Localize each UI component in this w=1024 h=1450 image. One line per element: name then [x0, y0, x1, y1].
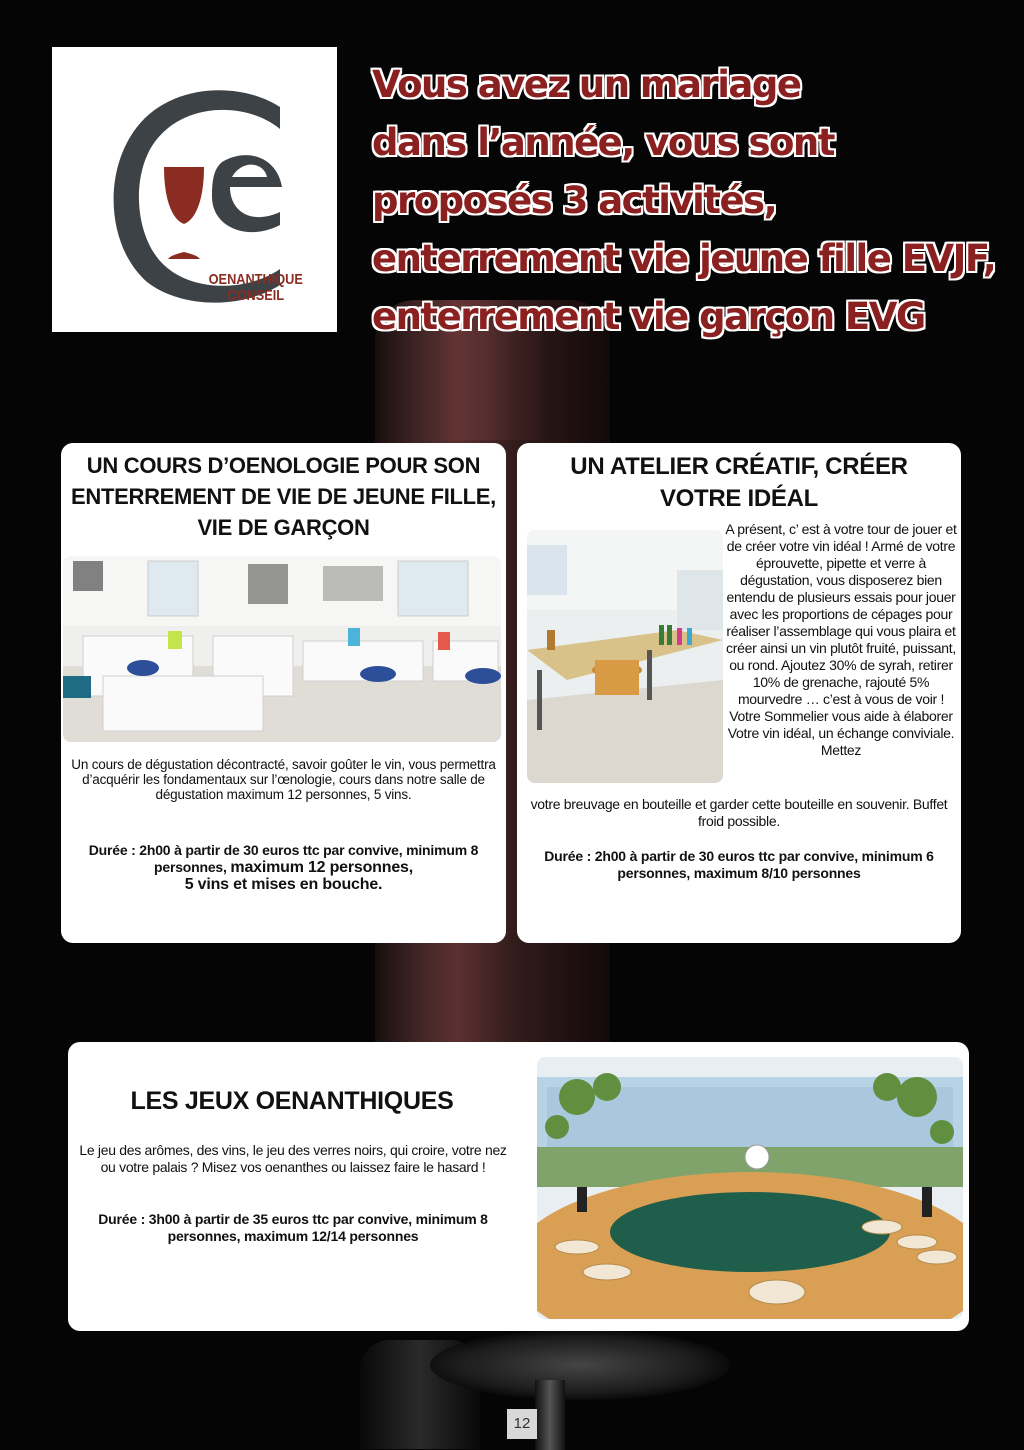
workshop-photo	[527, 530, 723, 783]
duration-part-2: maximum 12 personnes,	[230, 859, 413, 876]
card-title	[517, 451, 961, 515]
card-title-line-3: VIE DE GARÇON	[197, 515, 370, 540]
logo	[52, 47, 337, 332]
oenology-course-card	[61, 443, 506, 943]
games-card	[68, 1042, 969, 1331]
headline-line-3: proposés 3 activités,	[372, 179, 777, 222]
headline-line-4: enterrement vie jeune fille EVJF,	[372, 237, 996, 280]
card-duration	[61, 842, 506, 893]
background-glass-stem	[535, 1380, 565, 1450]
background-glass	[430, 1330, 730, 1400]
tasting-room-photo	[63, 556, 501, 742]
card-body-bottom: votre breuvage en bouteille et garder cette bouteille en souvenir. Buffet froid possible.	[530, 796, 948, 829]
creative-workshop-card	[517, 443, 961, 943]
duration-part-3: 5 vins et mises en bouche.	[184, 876, 383, 893]
card-title-line-1: UN COURS D’OENOLOGIE POUR SON	[86, 453, 481, 478]
headline-line-2: dans l’année, vous sont	[372, 121, 834, 164]
logo-line-2: CONSEIL	[227, 287, 285, 304]
card-duration: Durée : 2h00 à partir de 30 euros ttc par convive, minimum 6 personnes, maximum 8/10 personnes	[544, 848, 934, 881]
game-table-photo	[537, 1057, 963, 1319]
card-title-line-2: ENTERREMENT DE VIE DE JEUNE FILLE,	[71, 484, 496, 509]
logo-line-1: OENANTHIQUE	[208, 271, 303, 288]
headline-line-5: enterrement vie garçon EVG	[372, 295, 925, 338]
card-title-line-1: UN ATELIER CRÉATIF, CRÉER	[570, 453, 908, 480]
wine-glass-icon	[164, 167, 204, 259]
card-body: Le jeu des arômes, des vins, le jeu des verres noirs, qui croire, votre nez ou votre palais ? Misez vos oenanthes ou laissez faire le hasard !	[79, 1142, 507, 1175]
card-title-line-2: VOTRE IDÉAL	[659, 485, 819, 512]
card-body: Un cours de dégustation décontracté, savoir goûter le vin, vous permettra d’acquérir les fondamentaux sur l’œnologie, cours dans notre salle de dégustation maximum 12 personnes, 5 vins.	[71, 757, 496, 802]
card-title	[61, 450, 506, 543]
card-duration: Durée : 3h00 à partir de 35 euros ttc par convive, minimum 8 personnes, maximum 12/14 personnes	[98, 1211, 488, 1244]
page-number: 12	[507, 1409, 537, 1439]
duration-part-1: Durée : 2h00 à partir de 30 euros ttc par convive, minimum 8 personnes,	[88, 842, 479, 875]
logo-text	[192, 272, 320, 304]
card-title: LES JEUX OENANTHIQUES	[130, 1087, 454, 1115]
card-body-right: A présent, c’ est à votre tour de jouer et de créer votre vin idéal ! Armé de votre éprouvette, pipette et verre à dégustation, vous disposerez bien entendu de plusieurs essais pour jouer avec les proportions de cépages pour réaliser l’assemblage qui vous plaira et créer ainsi un vin plutôt fruité, puissant, ou rond. Ajoutez 30% de syrah, retirer 10% de grenache, rajouté 5% mourvedre … c’est à vous de voir ! Votre Sommelier vous aide à élaborer Votre vin idéal, un échange conviviale. Mettez	[725, 521, 957, 758]
headline-line-1: Vous avez un mariage	[372, 63, 801, 106]
headline	[372, 56, 1012, 346]
